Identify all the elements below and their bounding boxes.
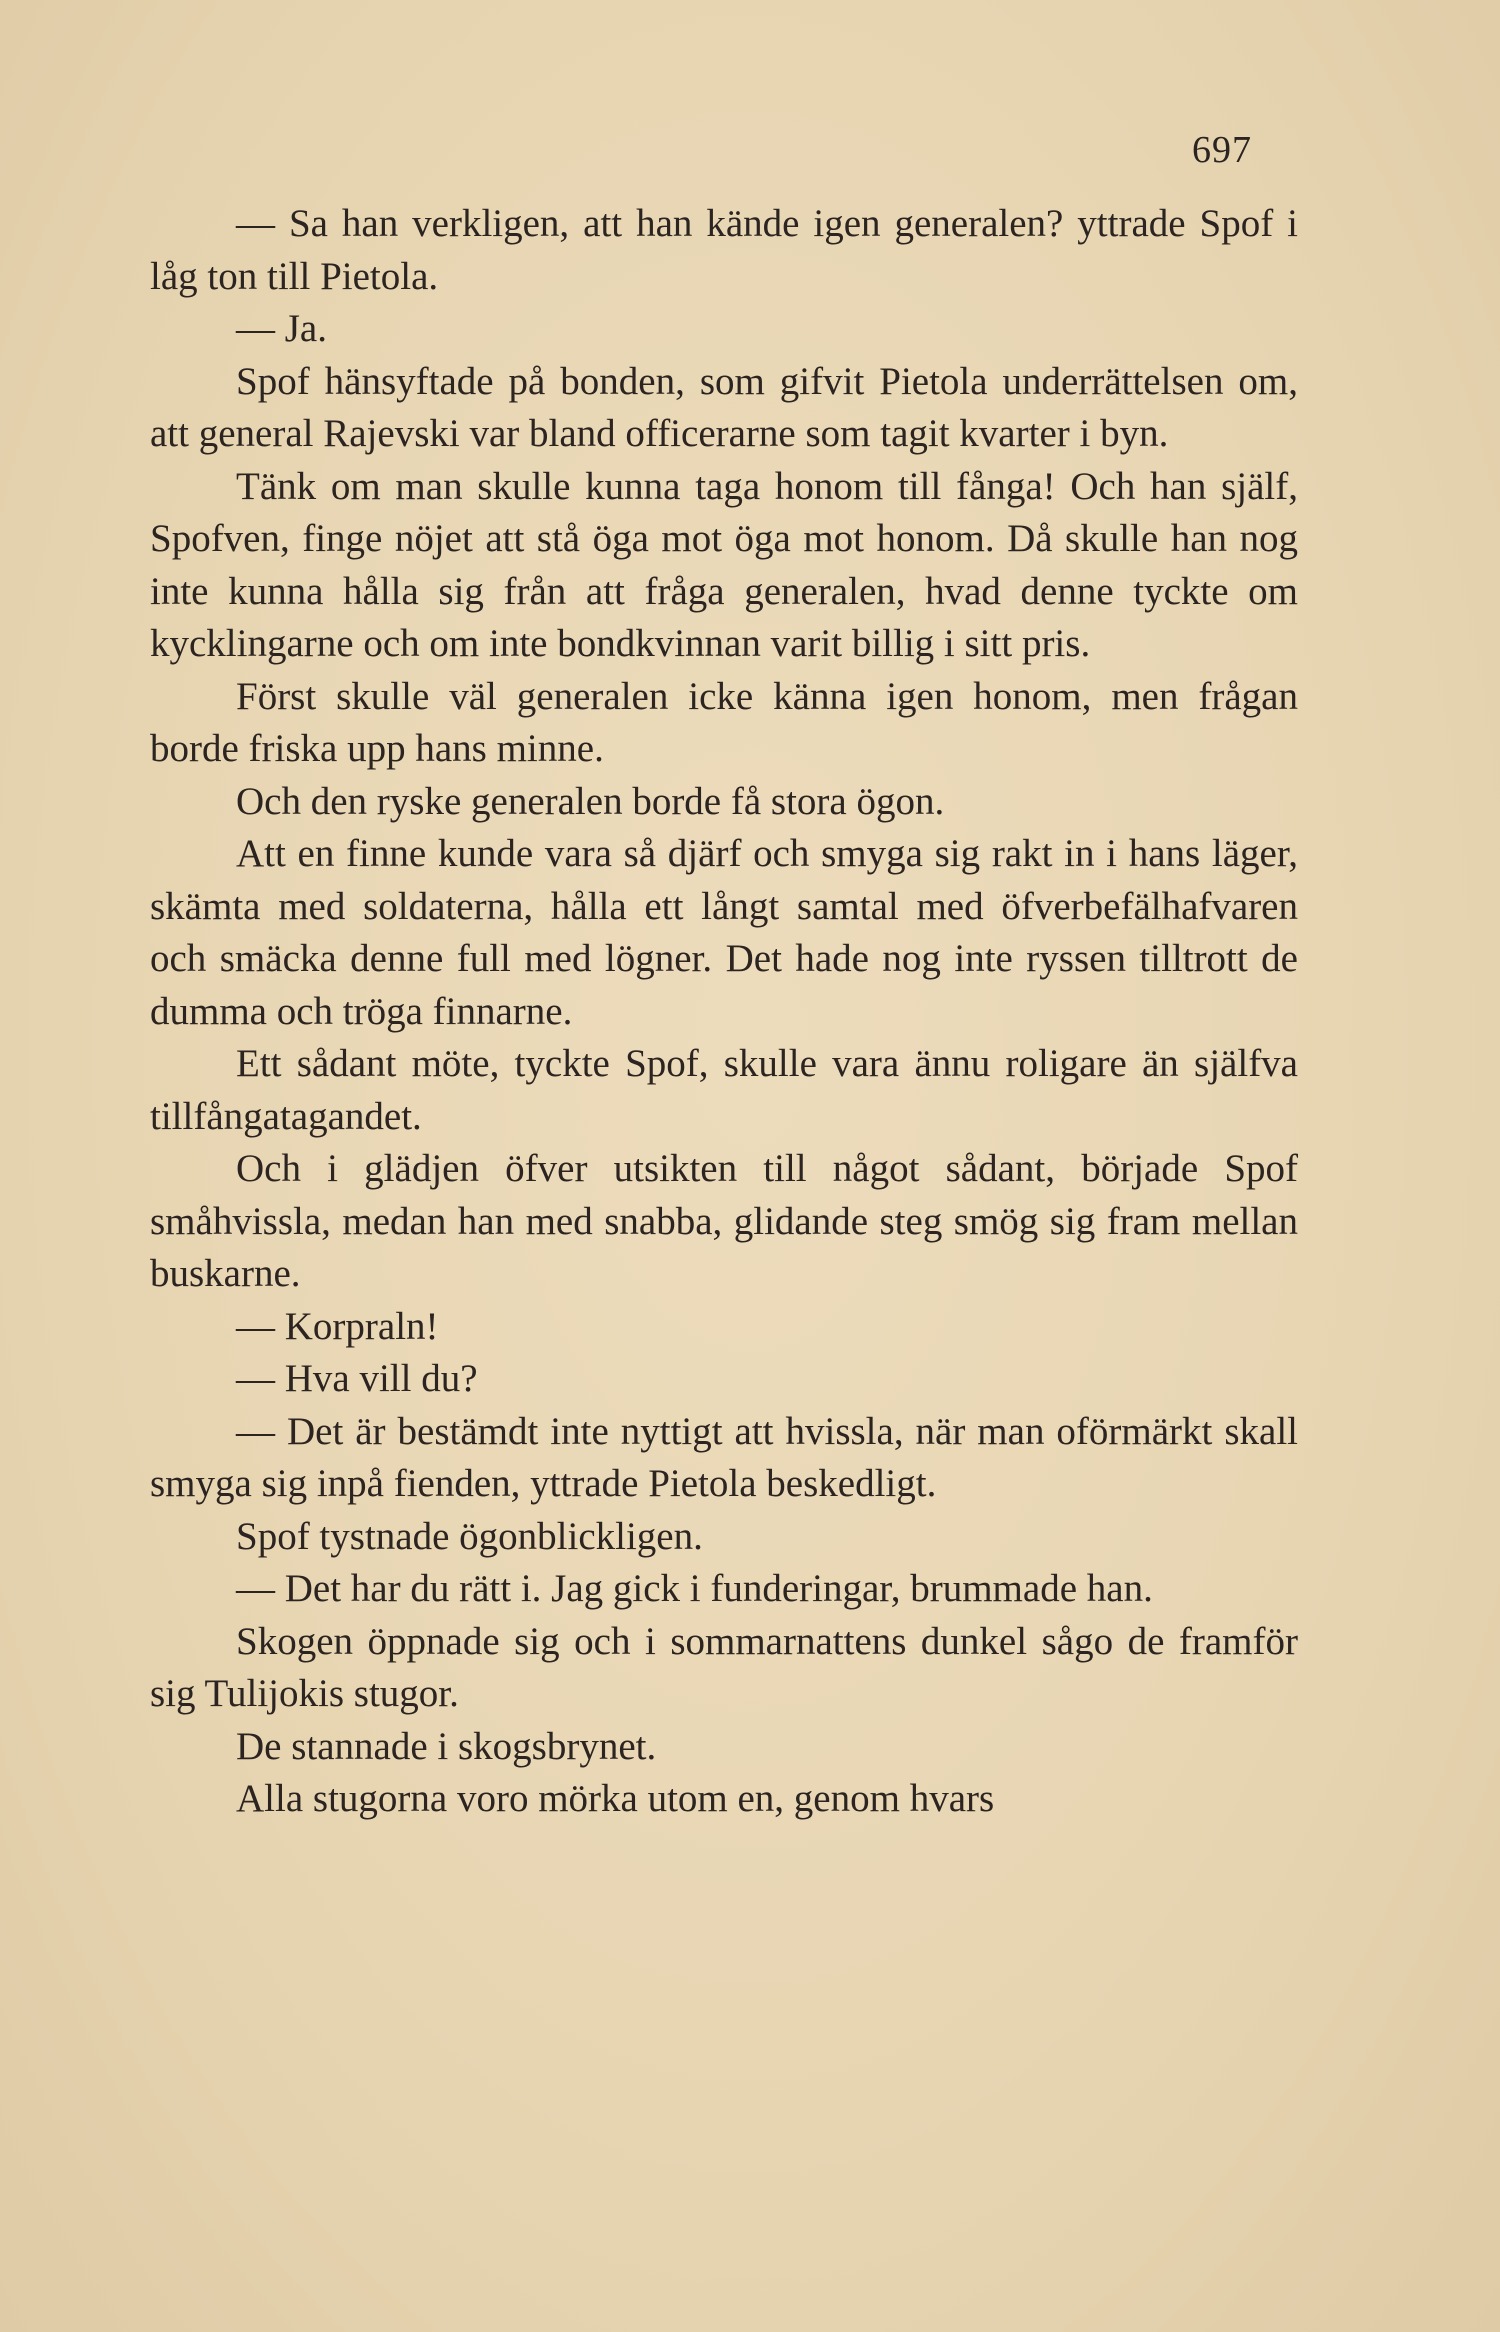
paragraph: Först skulle väl generalen icke känna igen honom, men frågan borde friska upp hans minne. [150,674,1298,770]
paragraph: Alla stugorna voro mörka utom en, genom hvars [236,1777,995,1820]
paragraph: Tänk om man skulle kunna taga honom till fånga! Och han själf, Spofven, finge nöjet att stå öga mot öga mot honom. Då skulle han nog inte kunna hålla sig från att fråga generalen, hvad denne tyckte om kycklingarne och om inte bondkvinnan varit billig i sitt pris. [150,464,1298,665]
paragraph: Ett sådant möte, tyckte Spof, skulle vara ännu roligare än själfva tillfångatagandet. [150,1042,1298,1138]
paragraph: Och i glädjen öfver utsikten till något sådant, började Spof småhvissla, medan han med snabba, glidande steg smög sig fram mellan buskarne. [150,1147,1298,1295]
page-number: 697 [1192,129,1252,171]
paragraph: Spof hänsyftade på bonden, som gifvit Pietola underrättelsen om, att general Rajevski var bland officerarne som tagit kvarter i byn. [150,359,1298,455]
paragraph: Spof tystnade ögonblickligen. [236,1514,703,1558]
paragraph: — Det är bestämdt inte nyttigt att hvissla, när man oförmärkt skall smyga sig inpå fienden, yttrade Pietola beskedligt. [150,1409,1298,1505]
body-text [150,198,1298,1826]
paragraph: — Ja. [236,307,327,350]
paragraph: Och den ryske generalen borde få stora ögon. [236,779,945,823]
paragraph: — Det har du rätt i. Jag gick i funderingar, brummade han. [236,1567,1153,1610]
paragraph: Skogen öppnade sig och i sommarnattens dunkel sågo de framför sig Tulijokis stugor. [150,1619,1298,1715]
paragraph: — Hva vill du? [236,1357,478,1400]
paragraph: — Sa han verkligen, att han kände igen generalen? yttrade Spof i låg ton till Pietola. [150,202,1298,298]
paragraph: De stannade i skogsbrynet. [236,1724,657,1768]
paragraph: Att en finne kunde vara så djärf och smyga sig rakt in i hans läger, skämta med soldaterna, hålla ett långt samtal med öfverbefälhafvaren och smäcka denne full med lögner. Det hade nog inte ryssen tilltrott de dumma och tröga finnarne. [150,832,1298,1033]
paragraph: — Korpraln! [236,1304,439,1348]
